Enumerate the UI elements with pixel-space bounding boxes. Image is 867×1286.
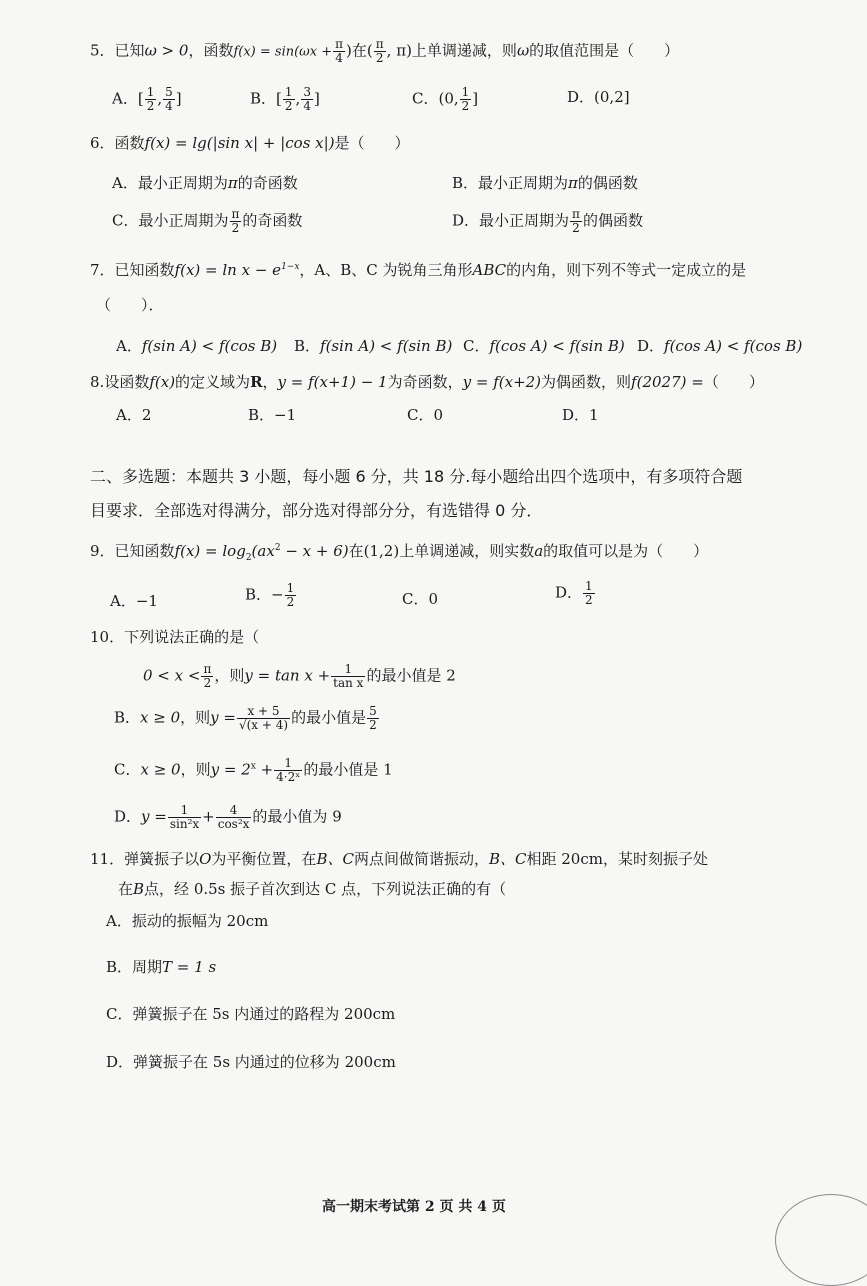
q11-line1: 11．弹簧振子以O为平衡位置，在B、C两点间做简谐振动，B、C相距 20cm，某时刻振子处: [90, 850, 708, 868]
q11-option-d: D．弹簧振子在 5s 内通过的位移为 200cm: [106, 1053, 396, 1071]
section-heading-line1: 二、多选题：本题共 3 小题，每小题 6 分，共 18 分.每小题给出四个选项中，有多项符合题: [90, 467, 743, 486]
q5-stem: 5．已知ω > 0，函数f(x) = sin(ωx + $\frac{\pi}{4}$ )在( $\frac{\pi}{2}$ , π)上单调递减，则ω的取值范围是（ ）: [90, 37, 680, 66]
q10-option-c: C．x ≥ 0，则$y = 2^x$ + $\frac{1}{\text{4·2ˣ}}$ 的最小值是 1: [114, 756, 393, 785]
q7-option-a: A．f(sin A) < f(cos B): [116, 337, 278, 355]
q9-option-d: D． $\frac{1}{2}$: [555, 579, 593, 608]
stamp-circle: [775, 1194, 867, 1286]
q8-option-b: B．−1: [248, 406, 297, 424]
q8-option-d: D．1: [562, 406, 599, 424]
q5-option-c: C．(0, $\frac{1}{2}$ ]: [412, 85, 479, 114]
q7-stem: 7．已知函数$f(x) = \ln x - e^{1-x}$，A、B、C 为锐角三角形ABC的内角，则下列不等式一定成立的是: [90, 261, 747, 279]
q5-option-d: D．(0,2]: [567, 88, 630, 106]
q11-line2: 在B点，经 0.5s 振子首次到达 C 点，下列说法正确的有（: [118, 880, 507, 898]
q7-option-b: B．f(sin A) < f(sin B): [294, 337, 453, 355]
q8-option-c: C．0: [407, 406, 444, 424]
q6-option-a: A．最小正周期为π的奇函数: [112, 174, 298, 192]
q8-option-a: A．2: [116, 406, 152, 424]
q7-paren: （ ）．: [96, 296, 164, 314]
q6-stem: 6．函数f(x) = lg(|sin x| + |cos x|)是（ ）: [90, 134, 410, 152]
q5-option-a: A．[ $\frac{1}{2}$ , $\frac{5}{4}$ ]: [112, 85, 182, 114]
q9-option-b: B．− $\frac{1}{2}$: [245, 581, 295, 610]
section-heading-line2: 目要求．全部选对得满分，部分选对得部分分，有选错得 0 分．: [90, 501, 543, 520]
q6-option-c: C．最小正周期为 $\frac{\pi}{2}$ 的奇函数: [112, 207, 303, 236]
q7-option-c: C．f(cos A) < f(sin B): [463, 337, 625, 355]
q5-option-b: B．[ $\frac{1}{2}$ , $\frac{3}{4}$ ]: [250, 85, 320, 114]
q10-stem: 10．下列说法正确的是（: [90, 628, 260, 646]
page-footer: 高一期末考试第 2 页 共 4 页: [322, 1199, 506, 1215]
q6-option-b: B．最小正周期为π的偶函数: [452, 174, 638, 192]
q11-option-b: B．周期T = 1 s: [106, 958, 217, 976]
q10-option-b: B．x ≥ 0，则y = $\frac{x + 5}{√(x + 4)}$ 的最小值是 $\frac{5}{2}$: [114, 704, 377, 733]
q9-option-a: A．−1: [110, 592, 158, 610]
q11-option-a: A．振动的振幅为 20cm: [106, 912, 269, 930]
q9-option-c: C．0: [402, 590, 439, 608]
q8-stem: 8.设函数f(x)的定义域为R，y = f(x+1) − 1为奇函数，y = f(x+2)为偶函数，则f(2027) =（ ）: [90, 373, 764, 391]
q10-option-a: 0 < x < $\frac{\pi}{2}$ ，则y = tan x + $\frac{1}{\text{tan x}}$ 的最小值是 2: [143, 662, 456, 691]
q10-option-d: D．y = $\frac{1}{\text{sin²x}}$ + $\frac{4}{\text{cos²x}}$ 的最小值为 9: [114, 803, 342, 832]
q7-option-d: D．f(cos A) < f(cos B): [637, 337, 803, 355]
q9-stem: 9．已知函数$f(x) = \log_2(ax^2 - x + 6)$在(1,2)上单调递减，则实数a的取值可以是为（ ）: [90, 542, 709, 563]
q11-option-c: C．弹簧振子在 5s 内通过的路程为 200cm: [106, 1005, 396, 1023]
q6-option-d: D．最小正周期为 $\frac{\pi}{2}$ 的偶函数: [452, 207, 643, 236]
